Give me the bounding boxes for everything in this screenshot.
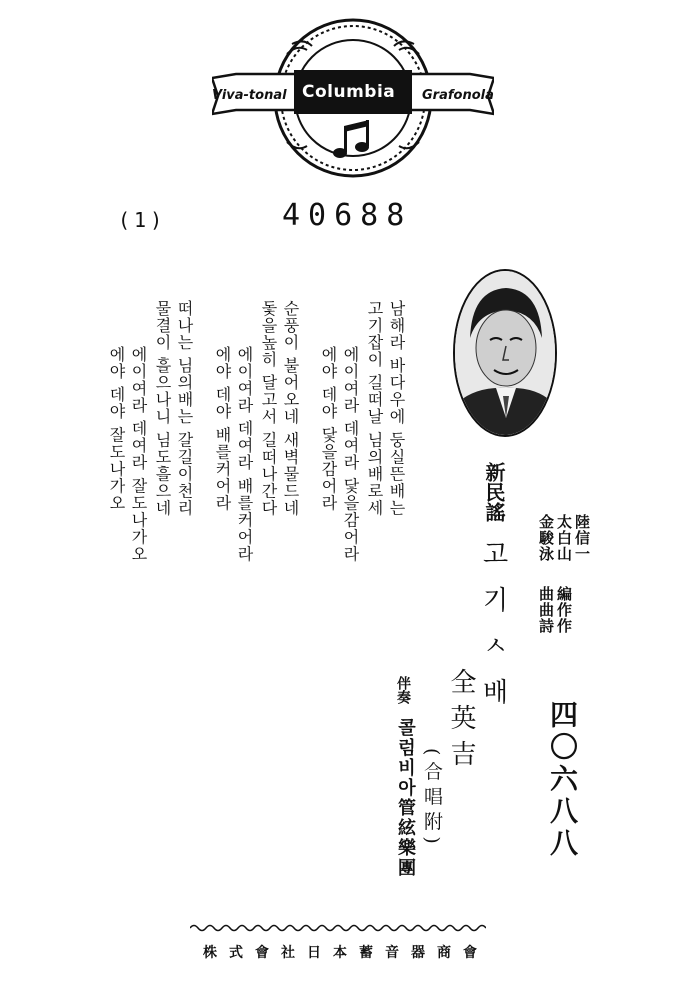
logo-left-text: Viva-tonal bbox=[212, 88, 287, 103]
lyric-verse3-line2: 물결이 흘으나니 님도흘으네 bbox=[153, 300, 172, 517]
publisher-name: 株式會社日本蓄音器商會 bbox=[203, 945, 489, 961]
singer-portrait-icon bbox=[452, 268, 558, 438]
credit-column-2: 太白山 bbox=[555, 514, 573, 562]
chorus-note: (合唱附) bbox=[421, 748, 443, 850]
lyric-verse3-line3: 에이여라 데여라 잘도나가오 bbox=[129, 346, 148, 563]
side-number: (1) bbox=[118, 208, 167, 232]
lyric-verse2-line2: 돛을높히 달고서 길떠나간다 bbox=[259, 300, 278, 517]
lyric-verse1-line3: 에이여라 데여라 닻을감어라 bbox=[341, 346, 360, 563]
lyric-verse2-line1: 순풍이 불어오네 새벽물드네 bbox=[281, 300, 300, 517]
lyric-verse1-line1: 남해라 바다우에 둥실뜬배는 bbox=[387, 300, 406, 517]
lyric-verse3-line4: 에야 데야 잘도나가오 bbox=[107, 346, 126, 512]
credit-column-1: 金駿泳 bbox=[537, 514, 555, 562]
credit-column-3: 陸信一 bbox=[573, 514, 591, 562]
record-number: 40688 bbox=[282, 198, 413, 233]
lyric-verse1-line4: 에야 데야 닻을감어라 bbox=[319, 346, 338, 512]
lyric-verse1-line2: 고기잡이 길떠날 님의배로세 bbox=[365, 300, 384, 517]
wave-divider-icon bbox=[190, 922, 486, 934]
lyric-verse3-line1: 떠나는 님의배는 갈길이천리 bbox=[175, 300, 194, 517]
accompaniment-orchestra: 콜럼비아管絃樂團 bbox=[395, 718, 416, 878]
logo-right-text: Grafonola bbox=[422, 88, 494, 103]
columbia-logo bbox=[212, 14, 494, 180]
lyric-verse2-line3: 에이여라 데여라 배를커어라 bbox=[235, 346, 254, 563]
song-title: 고기ㅅ배 bbox=[478, 540, 508, 724]
record-number-hanja: 四〇六八八 bbox=[546, 700, 579, 860]
credit-column-5: 曲曲詩 bbox=[537, 586, 555, 634]
singer-name: 全英吉 bbox=[446, 668, 476, 776]
genre-label: 新民謠 bbox=[482, 462, 506, 522]
credit-column-4: 編作作 bbox=[555, 586, 573, 634]
logo-brand-text: Columbia bbox=[302, 82, 396, 102]
accompaniment-label: 伴奏 bbox=[395, 676, 411, 704]
lyric-verse2-line4: 에야 데야 배를커어라 bbox=[213, 346, 232, 512]
